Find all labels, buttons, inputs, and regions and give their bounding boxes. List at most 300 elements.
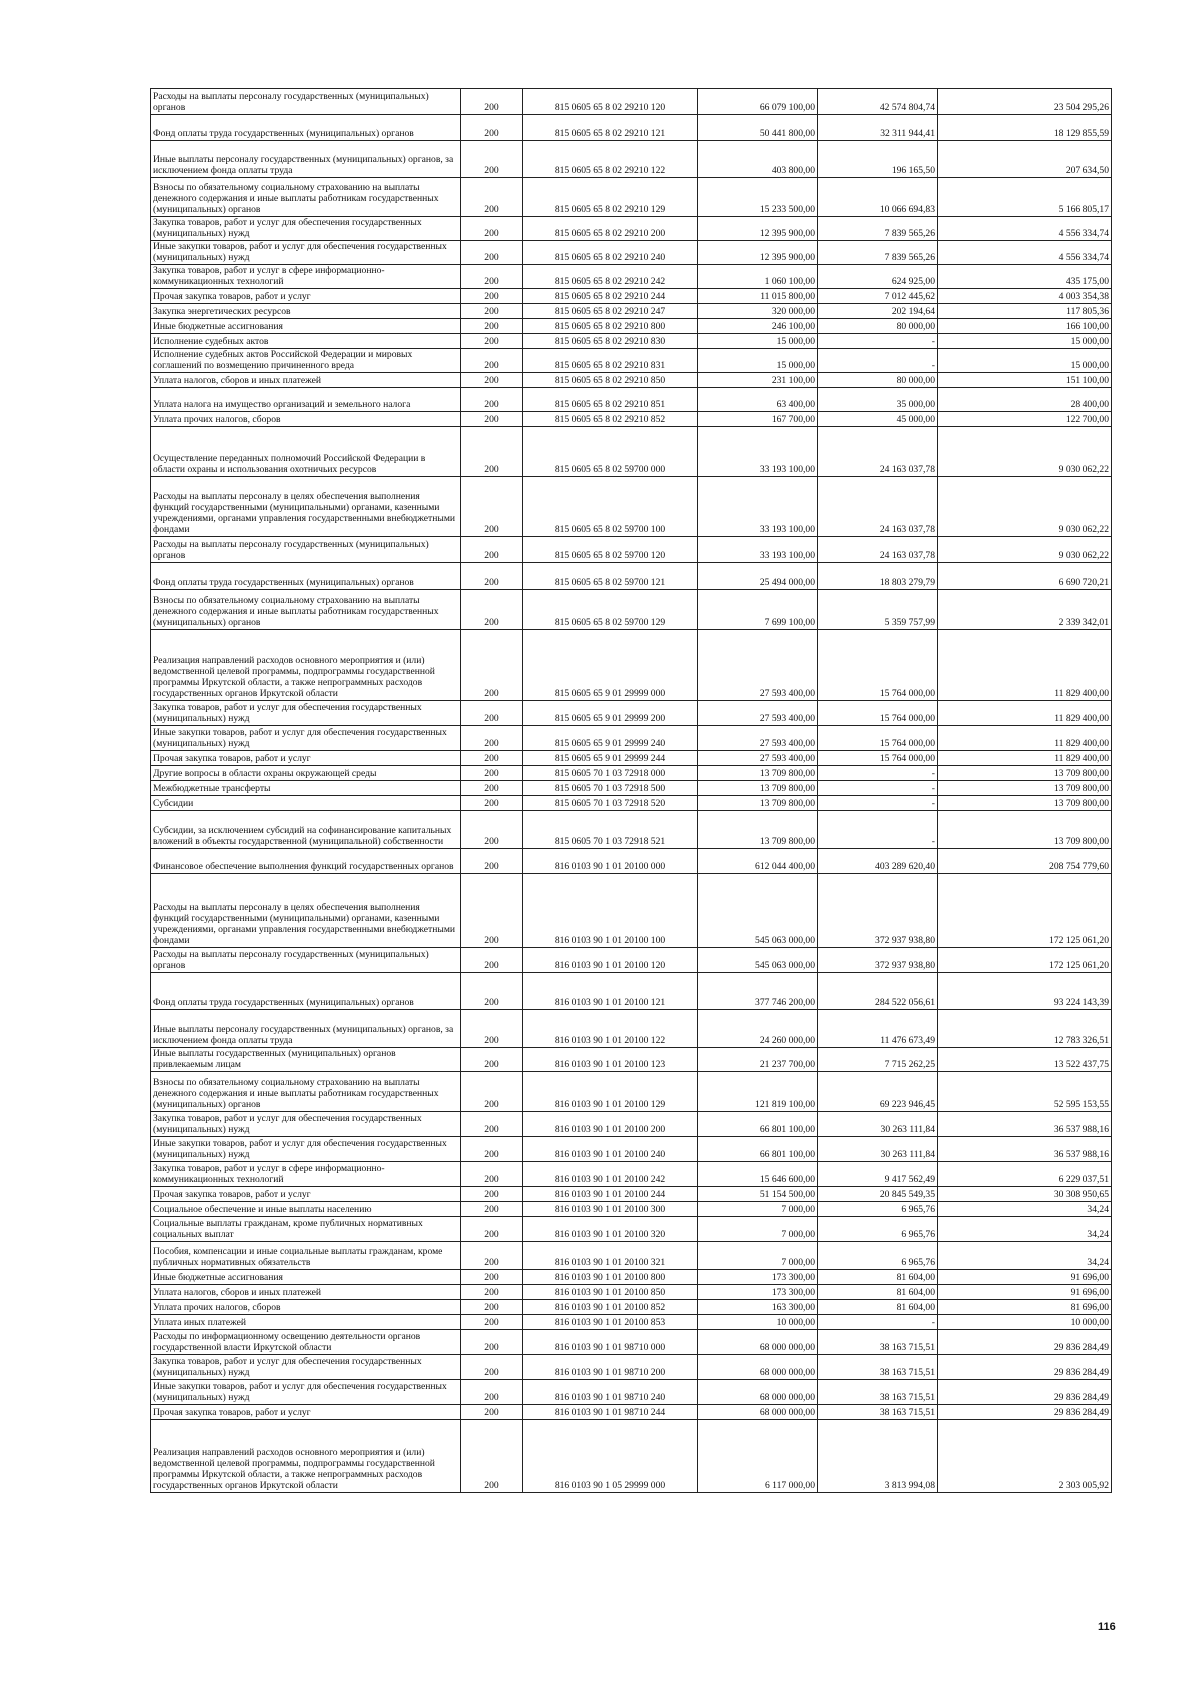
cell-approved-amount: 1 060 100,00: [698, 265, 818, 289]
cell-item-name: Расходы по информационному освещению деятельности органов государственной власти Иркутской области: [151, 1330, 461, 1355]
cell-classification-code: 815 0605 65 8 02 29210 850: [523, 373, 698, 388]
cell-line-code: 200: [461, 265, 523, 289]
cell-executed-amount: 69 223 946,45: [818, 1072, 938, 1112]
cell-line-code: 200: [461, 1048, 523, 1072]
cell-executed-amount: 18 803 279,79: [818, 563, 938, 590]
cell-unexecuted-amount: 207 634,50: [938, 141, 1112, 178]
cell-item-name: Иные закупки товаров, работ и услуг для обеспечения государственных (муниципальных) нужд: [151, 1380, 461, 1405]
cell-item-name: Социальное обеспечение и иные выплаты населению: [151, 1202, 461, 1217]
cell-line-code: 200: [461, 1242, 523, 1270]
cell-line-code: 200: [461, 1380, 523, 1405]
cell-item-name: Пособия, компенсации и иные социальные выплаты гражданам, кроме публичных нормативных обязательств: [151, 1242, 461, 1270]
cell-line-code: 200: [461, 241, 523, 265]
cell-unexecuted-amount: 11 829 400,00: [938, 701, 1112, 726]
cell-executed-amount: 38 163 715,51: [818, 1355, 938, 1380]
cell-line-code: 200: [461, 563, 523, 590]
cell-line-code: 200: [461, 1010, 523, 1048]
cell-unexecuted-amount: 34,24: [938, 1202, 1112, 1217]
cell-unexecuted-amount: 6 690 720,21: [938, 563, 1112, 590]
table-row: [151, 563, 1112, 590]
cell-classification-code: 816 0103 90 1 01 20100 321: [523, 1242, 698, 1270]
cell-line-code: 200: [461, 1300, 523, 1315]
cell-unexecuted-amount: 93 224 143,39: [938, 973, 1112, 1010]
table-row: [151, 265, 1112, 289]
cell-unexecuted-amount: 4 556 334,74: [938, 217, 1112, 241]
cell-approved-amount: 377 746 200,00: [698, 973, 818, 1010]
cell-line-code: 200: [461, 1315, 523, 1330]
cell-executed-amount: 81 604,00: [818, 1270, 938, 1285]
table-row: [151, 373, 1112, 388]
cell-executed-amount: 24 163 037,78: [818, 537, 938, 563]
cell-classification-code: 816 0103 90 1 01 20100 122: [523, 1010, 698, 1048]
cell-classification-code: 815 0605 65 8 02 29210 247: [523, 304, 698, 319]
cell-item-name: Иные выплаты персоналу государственных (муниципальных) органов, за исключением фонда оплаты труда: [151, 1010, 461, 1048]
cell-line-code: 200: [461, 973, 523, 1010]
cell-classification-code: 816 0103 90 1 01 20100 100: [523, 874, 698, 948]
cell-unexecuted-amount: 52 595 153,55: [938, 1072, 1112, 1112]
table-row: [151, 590, 1112, 630]
cell-approved-amount: 163 300,00: [698, 1300, 818, 1315]
cell-classification-code: 816 0103 90 1 01 20100 240: [523, 1137, 698, 1162]
cell-executed-amount: 15 764 000,00: [818, 630, 938, 701]
cell-classification-code: 816 0103 90 1 01 20100 129: [523, 1072, 698, 1112]
cell-executed-amount: 81 604,00: [818, 1285, 938, 1300]
cell-line-code: 200: [461, 701, 523, 726]
cell-executed-amount: 7 715 262,25: [818, 1048, 938, 1072]
cell-unexecuted-amount: 9 030 062,22: [938, 537, 1112, 563]
cell-unexecuted-amount: 172 125 061,20: [938, 948, 1112, 973]
cell-executed-amount: 38 163 715,51: [818, 1380, 938, 1405]
cell-approved-amount: 24 260 000,00: [698, 1010, 818, 1048]
table-row: [151, 537, 1112, 563]
cell-classification-code: 815 0605 65 8 02 59700 120: [523, 537, 698, 563]
cell-unexecuted-amount: 122 700,00: [938, 412, 1112, 427]
table-row: [151, 427, 1112, 477]
cell-classification-code: 816 0103 90 1 01 20100 244: [523, 1187, 698, 1202]
cell-unexecuted-amount: 6 229 037,51: [938, 1162, 1112, 1187]
cell-item-name: Взносы по обязательному социальному страхованию на выплаты денежного содержания и иные выплаты работникам государственных (муниципальных) органов: [151, 590, 461, 630]
cell-item-name: Прочая закупка товаров, работ и услуг: [151, 1187, 461, 1202]
cell-executed-amount: 7 012 445,62: [818, 289, 938, 304]
cell-approved-amount: 68 000 000,00: [698, 1330, 818, 1355]
cell-unexecuted-amount: 15 000,00: [938, 349, 1112, 373]
cell-executed-amount: 35 000,00: [818, 388, 938, 412]
table-row: [151, 1217, 1112, 1242]
cell-item-name: Иные выплаты персоналу государственных (муниципальных) органов, за исключением фонда оплаты труда: [151, 141, 461, 178]
cell-approved-amount: 173 300,00: [698, 1270, 818, 1285]
table-row: [151, 1048, 1112, 1072]
table-row: [151, 849, 1112, 874]
cell-unexecuted-amount: 91 696,00: [938, 1270, 1112, 1285]
cell-approved-amount: 6 117 000,00: [698, 1420, 818, 1493]
cell-classification-code: 816 0103 90 1 01 20100 853: [523, 1315, 698, 1330]
cell-line-code: 200: [461, 874, 523, 948]
cell-approved-amount: 7 699 100,00: [698, 590, 818, 630]
table-row: [151, 1112, 1112, 1137]
cell-classification-code: 815 0605 65 8 02 29210 200: [523, 217, 698, 241]
cell-approved-amount: 612 044 400,00: [698, 849, 818, 874]
cell-executed-amount: -: [818, 334, 938, 349]
cell-line-code: 200: [461, 477, 523, 537]
cell-unexecuted-amount: 15 000,00: [938, 334, 1112, 349]
table-row: [151, 412, 1112, 427]
cell-classification-code: 815 0605 65 8 02 59700 100: [523, 477, 698, 537]
cell-unexecuted-amount: 13 709 800,00: [938, 796, 1112, 811]
table-row: [151, 1420, 1112, 1493]
cell-approved-amount: 231 100,00: [698, 373, 818, 388]
cell-executed-amount: 372 937 938,80: [818, 874, 938, 948]
cell-executed-amount: 38 163 715,51: [818, 1330, 938, 1355]
table-row: [151, 1242, 1112, 1270]
cell-unexecuted-amount: 208 754 779,60: [938, 849, 1112, 874]
cell-line-code: 200: [461, 590, 523, 630]
cell-approved-amount: 11 015 800,00: [698, 289, 818, 304]
cell-item-name: Исполнение судебных актов Российской Федерации и мировых соглашений по возмещению причиненного вреда: [151, 349, 461, 373]
cell-line-code: 200: [461, 1137, 523, 1162]
cell-classification-code: 815 0605 65 8 02 29210 122: [523, 141, 698, 178]
cell-executed-amount: 5 359 757,99: [818, 590, 938, 630]
table-row: [151, 1285, 1112, 1300]
cell-unexecuted-amount: 166 100,00: [938, 319, 1112, 334]
cell-executed-amount: 32 311 944,41: [818, 115, 938, 141]
cell-approved-amount: 27 593 400,00: [698, 751, 818, 766]
cell-executed-amount: 196 165,50: [818, 141, 938, 178]
cell-executed-amount: -: [818, 781, 938, 796]
cell-unexecuted-amount: 11 829 400,00: [938, 726, 1112, 751]
cell-unexecuted-amount: 12 783 326,51: [938, 1010, 1112, 1048]
table-row: [151, 726, 1112, 751]
cell-classification-code: 815 0605 65 8 02 29210 851: [523, 388, 698, 412]
table-row: [151, 388, 1112, 412]
cell-classification-code: 815 0605 65 9 01 29999 200: [523, 701, 698, 726]
cell-executed-amount: 284 522 056,61: [818, 973, 938, 1010]
cell-approved-amount: 7 000,00: [698, 1217, 818, 1242]
cell-item-name: Прочая закупка товаров, работ и услуг: [151, 751, 461, 766]
cell-classification-code: 815 0605 70 1 03 72918 520: [523, 796, 698, 811]
cell-unexecuted-amount: 29 836 284,49: [938, 1330, 1112, 1355]
table-row: [151, 477, 1112, 537]
cell-line-code: 200: [461, 388, 523, 412]
cell-unexecuted-amount: 2 339 342,01: [938, 590, 1112, 630]
table-row: [151, 1270, 1112, 1285]
cell-approved-amount: 68 000 000,00: [698, 1405, 818, 1420]
cell-approved-amount: 66 801 100,00: [698, 1137, 818, 1162]
cell-unexecuted-amount: 13 709 800,00: [938, 811, 1112, 849]
table-row: [151, 334, 1112, 349]
cell-classification-code: 815 0605 65 8 02 59700 000: [523, 427, 698, 477]
cell-item-name: Расходы на выплаты персоналу государственных (муниципальных) органов: [151, 537, 461, 563]
table-row: [151, 241, 1112, 265]
cell-executed-amount: -: [818, 811, 938, 849]
cell-approved-amount: 121 819 100,00: [698, 1072, 818, 1112]
table-row: [151, 349, 1112, 373]
cell-approved-amount: 63 400,00: [698, 388, 818, 412]
cell-line-code: 200: [461, 304, 523, 319]
cell-line-code: 200: [461, 1330, 523, 1355]
table-row: [151, 115, 1112, 141]
cell-executed-amount: 80 000,00: [818, 373, 938, 388]
cell-executed-amount: 6 965,76: [818, 1202, 938, 1217]
table-row: [151, 781, 1112, 796]
cell-line-code: 200: [461, 1285, 523, 1300]
cell-item-name: Расходы на выплаты персоналу в целях обеспечения выполнения функций государственными (муниципальными) органами, казенными учреждениями, органами управления государственными внебюджетными фондами: [151, 477, 461, 537]
cell-item-name: Уплата прочих налогов, сборов: [151, 412, 461, 427]
cell-line-code: 200: [461, 1162, 523, 1187]
cell-line-code: 200: [461, 373, 523, 388]
cell-approved-amount: 173 300,00: [698, 1285, 818, 1300]
page-number: 116: [1098, 1621, 1116, 1633]
cell-approved-amount: 7 000,00: [698, 1202, 818, 1217]
cell-classification-code: 816 0103 90 1 01 98710 200: [523, 1355, 698, 1380]
cell-approved-amount: 13 709 800,00: [698, 796, 818, 811]
cell-item-name: Прочая закупка товаров, работ и услуг: [151, 289, 461, 304]
table-body: [151, 89, 1112, 1493]
cell-approved-amount: 7 000,00: [698, 1242, 818, 1270]
table-row: [151, 319, 1112, 334]
cell-approved-amount: 13 709 800,00: [698, 766, 818, 781]
cell-item-name: Фонд оплаты труда государственных (муниципальных) органов: [151, 115, 461, 141]
cell-approved-amount: 68 000 000,00: [698, 1355, 818, 1380]
cell-unexecuted-amount: 10 000,00: [938, 1315, 1112, 1330]
cell-item-name: Фонд оплаты труда государственных (муниципальных) органов: [151, 973, 461, 1010]
cell-classification-code: 815 0605 65 8 02 29210 830: [523, 334, 698, 349]
cell-classification-code: 815 0605 65 8 02 59700 121: [523, 563, 698, 590]
cell-approved-amount: 27 593 400,00: [698, 726, 818, 751]
cell-approved-amount: 68 000 000,00: [698, 1380, 818, 1405]
cell-unexecuted-amount: 13 709 800,00: [938, 781, 1112, 796]
cell-item-name: Закупка товаров, работ и услуг для обеспечения государственных (муниципальных) нужд: [151, 701, 461, 726]
cell-classification-code: 816 0103 90 1 01 20100 300: [523, 1202, 698, 1217]
cell-classification-code: 815 0605 65 8 02 29210 240: [523, 241, 698, 265]
cell-executed-amount: 24 163 037,78: [818, 427, 938, 477]
cell-executed-amount: 15 764 000,00: [818, 726, 938, 751]
cell-classification-code: 816 0103 90 1 01 98710 244: [523, 1405, 698, 1420]
cell-unexecuted-amount: 34,24: [938, 1242, 1112, 1270]
budget-sheet: [150, 88, 1111, 1493]
cell-unexecuted-amount: 91 696,00: [938, 1285, 1112, 1300]
cell-executed-amount: 7 839 565,26: [818, 241, 938, 265]
cell-unexecuted-amount: 36 537 988,16: [938, 1112, 1112, 1137]
table-row: [151, 1330, 1112, 1355]
cell-line-code: 200: [461, 1187, 523, 1202]
cell-line-code: 200: [461, 349, 523, 373]
cell-classification-code: 816 0103 90 1 01 20100 852: [523, 1300, 698, 1315]
cell-item-name: Осуществление переданных полномочий Российской Федерации в области охраны и использования охотничьих ресурсов: [151, 427, 461, 477]
cell-classification-code: 816 0103 90 1 01 20100 121: [523, 973, 698, 1010]
cell-item-name: Другие вопросы в области охраны окружающей среды: [151, 766, 461, 781]
cell-line-code: 200: [461, 1217, 523, 1242]
cell-item-name: Иные закупки товаров, работ и услуг для обеспечения государственных (муниципальных) нужд: [151, 1137, 461, 1162]
cell-executed-amount: 38 163 715,51: [818, 1405, 938, 1420]
cell-executed-amount: 3 813 994,08: [818, 1420, 938, 1493]
table-row: [151, 874, 1112, 948]
cell-approved-amount: 246 100,00: [698, 319, 818, 334]
cell-line-code: 200: [461, 1072, 523, 1112]
cell-approved-amount: 545 063 000,00: [698, 874, 818, 948]
cell-item-name: Субсидии, за исключением субсидий на софинансирование капитальных вложений в объекты государственной (муниципальной) собственности: [151, 811, 461, 849]
cell-item-name: Уплата налогов, сборов и иных платежей: [151, 373, 461, 388]
table-row: [151, 178, 1112, 217]
table-row: [151, 1137, 1112, 1162]
cell-classification-code: 815 0605 70 1 03 72918 521: [523, 811, 698, 849]
cell-line-code: 200: [461, 412, 523, 427]
cell-classification-code: 816 0103 90 1 01 98710 000: [523, 1330, 698, 1355]
cell-unexecuted-amount: 4 556 334,74: [938, 241, 1112, 265]
cell-classification-code: 815 0605 65 8 02 29210 831: [523, 349, 698, 373]
table-row: [151, 701, 1112, 726]
table-row: [151, 141, 1112, 178]
cell-unexecuted-amount: 34,24: [938, 1217, 1112, 1242]
cell-executed-amount: 6 965,76: [818, 1217, 938, 1242]
cell-item-name: Закупка товаров, работ и услуг в сфере информационно-коммуникационных технологий: [151, 1162, 461, 1187]
cell-executed-amount: 80 000,00: [818, 319, 938, 334]
cell-classification-code: 815 0605 70 1 03 72918 500: [523, 781, 698, 796]
cell-line-code: 200: [461, 289, 523, 304]
cell-line-code: 200: [461, 796, 523, 811]
cell-classification-code: 816 0103 90 1 01 20100 320: [523, 1217, 698, 1242]
cell-item-name: Уплата налогов, сборов и иных платежей: [151, 1285, 461, 1300]
cell-item-name: Реализация направлений расходов основного мероприятия и (или) ведомственной целевой программы, подпрограммы государственной программы Иркутской области, а также непрограммных расходов государственных органов Иркутской области: [151, 1420, 461, 1493]
cell-item-name: Социальные выплаты гражданам, кроме публичных нормативных социальных выплат: [151, 1217, 461, 1242]
cell-classification-code: 816 0103 90 1 01 20100 242: [523, 1162, 698, 1187]
cell-classification-code: 815 0605 70 1 03 72918 000: [523, 766, 698, 781]
cell-approved-amount: 167 700,00: [698, 412, 818, 427]
cell-approved-amount: 320 000,00: [698, 304, 818, 319]
cell-classification-code: 816 0103 90 1 01 20100 123: [523, 1048, 698, 1072]
table-row: [151, 811, 1112, 849]
cell-line-code: 200: [461, 630, 523, 701]
cell-approved-amount: 25 494 000,00: [698, 563, 818, 590]
cell-classification-code: 815 0605 65 8 02 29210 242: [523, 265, 698, 289]
cell-line-code: 200: [461, 849, 523, 874]
cell-unexecuted-amount: 2 303 005,92: [938, 1420, 1112, 1493]
cell-executed-amount: 45 000,00: [818, 412, 938, 427]
cell-approved-amount: 403 800,00: [698, 141, 818, 178]
cell-item-name: Взносы по обязательному социальному страхованию на выплаты денежного содержания и иные выплаты работникам государственных (муниципальных) органов: [151, 178, 461, 217]
cell-unexecuted-amount: 18 129 855,59: [938, 115, 1112, 141]
cell-executed-amount: 30 263 111,84: [818, 1112, 938, 1137]
cell-item-name: Межбюджетные трансферты: [151, 781, 461, 796]
cell-classification-code: 815 0605 65 9 01 29999 240: [523, 726, 698, 751]
cell-classification-code: 816 0103 90 1 01 20100 200: [523, 1112, 698, 1137]
cell-item-name: Закупка товаров, работ и услуг в сфере информационно-коммуникационных технологий: [151, 265, 461, 289]
cell-line-code: 200: [461, 1112, 523, 1137]
cell-unexecuted-amount: 117 805,36: [938, 304, 1112, 319]
cell-item-name: Иные бюджетные ассигнования: [151, 319, 461, 334]
cell-item-name: Закупка товаров, работ и услуг для обеспечения государственных (муниципальных) нужд: [151, 1355, 461, 1380]
cell-unexecuted-amount: 13 522 437,75: [938, 1048, 1112, 1072]
cell-classification-code: 816 0103 90 1 05 29999 000: [523, 1420, 698, 1493]
cell-line-code: 200: [461, 537, 523, 563]
table-row: [151, 1187, 1112, 1202]
cell-executed-amount: 24 163 037,78: [818, 477, 938, 537]
cell-item-name: Закупка энергетических ресурсов: [151, 304, 461, 319]
cell-item-name: Иные закупки товаров, работ и услуг для обеспечения государственных (муниципальных) нужд: [151, 726, 461, 751]
cell-classification-code: 816 0103 90 1 01 98710 240: [523, 1380, 698, 1405]
cell-classification-code: 815 0605 65 9 01 29999 000: [523, 630, 698, 701]
cell-unexecuted-amount: 435 175,00: [938, 265, 1112, 289]
cell-line-code: 200: [461, 334, 523, 349]
cell-item-name: Взносы по обязательному социальному страхованию на выплаты денежного содержания и иные выплаты работникам государственных (муниципальных) органов: [151, 1072, 461, 1112]
cell-approved-amount: 12 395 900,00: [698, 241, 818, 265]
cell-approved-amount: 66 079 100,00: [698, 89, 818, 115]
cell-item-name: Расходы на выплаты персоналу государственных (муниципальных) органов: [151, 948, 461, 973]
cell-item-name: Иные выплаты государственных (муниципальных) органов привлекаемым лицам: [151, 1048, 461, 1072]
cell-approved-amount: 33 193 100,00: [698, 537, 818, 563]
cell-executed-amount: -: [818, 796, 938, 811]
cell-approved-amount: 21 237 700,00: [698, 1048, 818, 1072]
table-row: [151, 751, 1112, 766]
cell-executed-amount: 624 925,00: [818, 265, 938, 289]
cell-approved-amount: 66 801 100,00: [698, 1112, 818, 1137]
cell-line-code: 200: [461, 89, 523, 115]
table-row: [151, 796, 1112, 811]
cell-executed-amount: 20 845 549,35: [818, 1187, 938, 1202]
cell-item-name: Реализация направлений расходов основного мероприятия и (или) ведомственной целевой программы, подпрограммы государственной программы Иркутской области, а также непрограммных расходов государственных органов Иркутской области: [151, 630, 461, 701]
cell-classification-code: 815 0605 65 8 02 29210 800: [523, 319, 698, 334]
cell-executed-amount: 6 965,76: [818, 1242, 938, 1270]
cell-executed-amount: -: [818, 766, 938, 781]
cell-item-name: Уплата иных платежей: [151, 1315, 461, 1330]
cell-unexecuted-amount: 30 308 950,65: [938, 1187, 1112, 1202]
cell-executed-amount: 15 764 000,00: [818, 751, 938, 766]
cell-unexecuted-amount: 29 836 284,49: [938, 1380, 1112, 1405]
cell-line-code: 200: [461, 766, 523, 781]
table-row: [151, 1405, 1112, 1420]
cell-line-code: 200: [461, 1270, 523, 1285]
cell-line-code: 200: [461, 1420, 523, 1493]
table-row: [151, 89, 1112, 115]
cell-executed-amount: 10 066 694,83: [818, 178, 938, 217]
cell-line-code: 200: [461, 811, 523, 849]
table-row: [151, 1162, 1112, 1187]
cell-executed-amount: 11 476 673,49: [818, 1010, 938, 1048]
cell-unexecuted-amount: 81 696,00: [938, 1300, 1112, 1315]
cell-approved-amount: 50 441 800,00: [698, 115, 818, 141]
table-row: [151, 289, 1112, 304]
cell-unexecuted-amount: 11 829 400,00: [938, 751, 1112, 766]
cell-item-name: Уплата прочих налогов, сборов: [151, 1300, 461, 1315]
cell-executed-amount: 9 417 562,49: [818, 1162, 938, 1187]
cell-line-code: 200: [461, 141, 523, 178]
cell-executed-amount: 372 937 938,80: [818, 948, 938, 973]
cell-approved-amount: 33 193 100,00: [698, 427, 818, 477]
table-row: [151, 630, 1112, 701]
cell-approved-amount: 15 646 600,00: [698, 1162, 818, 1187]
cell-unexecuted-amount: 23 504 295,26: [938, 89, 1112, 115]
cell-line-code: 200: [461, 751, 523, 766]
cell-line-code: 200: [461, 1355, 523, 1380]
cell-unexecuted-amount: 29 836 284,49: [938, 1405, 1112, 1420]
table-row: [151, 766, 1112, 781]
cell-executed-amount: -: [818, 349, 938, 373]
cell-approved-amount: 27 593 400,00: [698, 701, 818, 726]
cell-line-code: 200: [461, 948, 523, 973]
cell-approved-amount: 15 233 500,00: [698, 178, 818, 217]
table-row: [151, 1010, 1112, 1048]
cell-unexecuted-amount: 172 125 061,20: [938, 874, 1112, 948]
cell-approved-amount: 27 593 400,00: [698, 630, 818, 701]
table-row: [151, 1380, 1112, 1405]
cell-classification-code: 815 0605 65 8 02 59700 129: [523, 590, 698, 630]
cell-line-code: 200: [461, 319, 523, 334]
table-row: [151, 1315, 1112, 1330]
cell-executed-amount: 42 574 804,74: [818, 89, 938, 115]
cell-approved-amount: 13 709 800,00: [698, 811, 818, 849]
cell-approved-amount: 545 063 000,00: [698, 948, 818, 973]
cell-classification-code: 815 0605 65 8 02 29210 244: [523, 289, 698, 304]
cell-item-name: Иные бюджетные ассигнования: [151, 1270, 461, 1285]
